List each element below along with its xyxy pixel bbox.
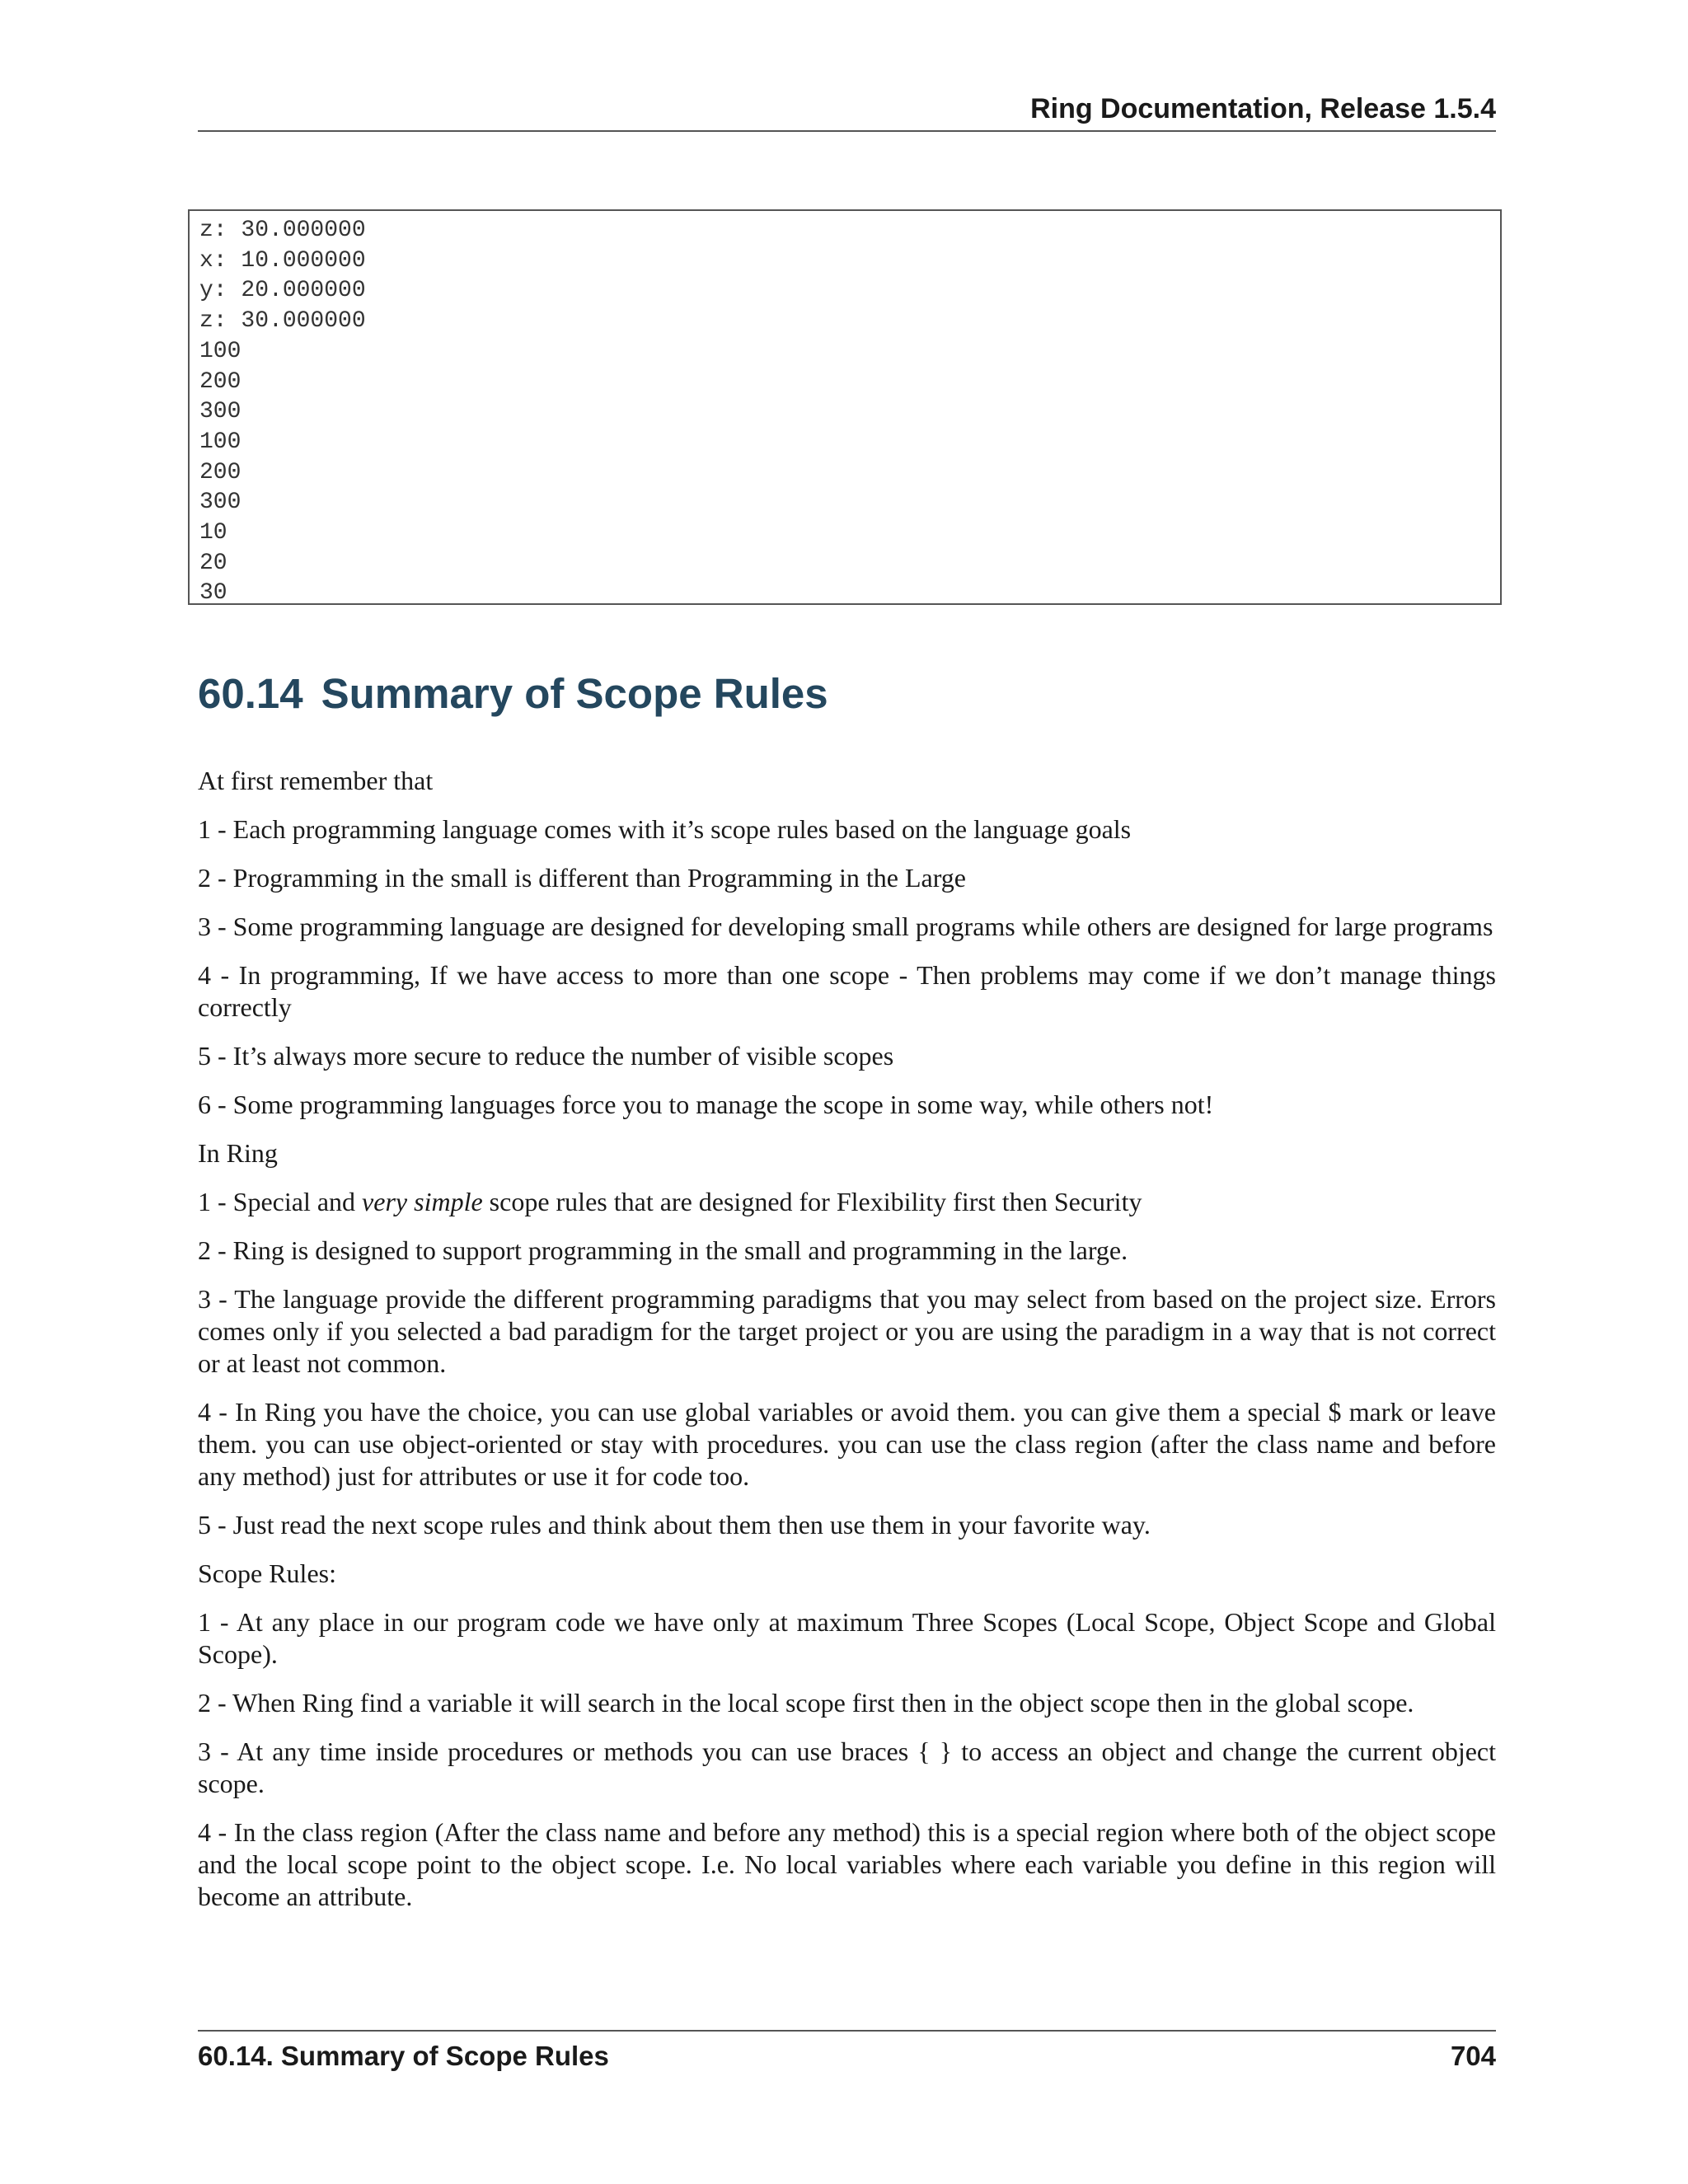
- code-line: 200: [199, 459, 241, 485]
- footer-section-title: 60.14. Summary of Scope Rules: [198, 2041, 609, 2071]
- section-heading: [198, 669, 828, 719]
- code-line: 10: [199, 520, 227, 546]
- code-line: 300: [199, 490, 241, 516]
- paragraph-item: 2 - Ring is designed to support programming in the small and programming in the large.: [198, 1235, 1128, 1265]
- code-line: 100: [199, 429, 241, 455]
- paragraph-item: 1 - Each programming language comes with it’s scope rules based on the language goals: [198, 814, 1132, 844]
- paragraph-item: 4 - In programming, If we have access to more than one scope - Then problems may come if we don’t manage things correctly: [198, 960, 1496, 1022]
- code-line: 200: [199, 368, 241, 395]
- page-number: 704: [1450, 2041, 1496, 2071]
- text-run: scope rules that are designed for Flexibility first then Security: [482, 1187, 1142, 1216]
- code-line: y: 20.000000: [199, 278, 366, 304]
- code-line: 300: [199, 399, 241, 425]
- page-footer: [198, 2030, 1496, 2073]
- code-line: z: 30.000000: [199, 308, 366, 335]
- emphasis-text: very simple: [362, 1187, 483, 1216]
- paragraph-item: 4 - In the class region (After the class name and before any method) this is a special region where both of the object scope and the local scope point to the object scope. I.e. No local variables where each variable you define in this region will become an attribute.: [198, 1817, 1496, 1911]
- paragraph-item: 1 - At any place in our program code we have only at maximum Three Scopes (Local Scope, Object Scope and Global Scope).: [198, 1607, 1496, 1669]
- code-line: z: 30.000000: [199, 218, 366, 243]
- paragraph-item: 2 - When Ring find a variable it will search in the local scope first then in the object scope then in the global scope.: [198, 1688, 1414, 1718]
- paragraph-item: 3 - At any time inside procedures or methods you can use braces { } to access an object and change the current object scope.: [198, 1736, 1496, 1798]
- paragraph-item: 5 - Just read the next scope rules and think about them then use them in your favorite way.: [198, 1510, 1151, 1540]
- code-line: x: 10.000000: [199, 247, 366, 274]
- document-title: Ring Documentation, Release 1.5.4: [1030, 93, 1496, 124]
- code-line: 30: [199, 580, 227, 607]
- code-output-block: [188, 209, 1502, 605]
- page-header: [198, 89, 1496, 132]
- code-line: 100: [199, 338, 241, 364]
- code-line: 20: [199, 550, 227, 576]
- paragraph-intro: At first remember that: [198, 766, 434, 795]
- paragraph-item: 4 - In Ring you have the choice, you can use global variables or avoid them. you can give them a special $ mark or leave them. you can use object-oriented or stay with procedures. you can use the class region (after the class name and before any method) just for attributes or use it for code too.: [198, 1397, 1496, 1491]
- paragraph-item: 2 - Programming in the small is different than Programming in the Large: [198, 863, 966, 893]
- section-number: 60.14: [198, 670, 303, 717]
- paragraph-in-ring: In Ring: [198, 1138, 278, 1168]
- section-body: [198, 765, 1496, 1929]
- paragraph-item: 6 - Some programming languages force you to manage the scope in some way, while others not!: [198, 1090, 1214, 1119]
- paragraph-scope-rules: Scope Rules:: [198, 1558, 336, 1588]
- paragraph-item: 3 - The language provide the different programming paradigms that you may select from based on the project size. Errors comes only if you selected a bad paradigm for the target project or you are using the paradigm in a way that is not correct or at least not common.: [198, 1284, 1496, 1378]
- paragraph-item: 3 - Some programming language are designed for developing small programs while others are designed for large programs: [198, 912, 1493, 941]
- paragraph-item: 5 - It’s always more secure to reduce the number of visible scopes: [198, 1041, 894, 1071]
- section-title: Summary of Scope Rules: [321, 670, 828, 717]
- text-run: 1 - Special and: [198, 1187, 363, 1216]
- paragraph-item: [198, 1186, 1496, 1218]
